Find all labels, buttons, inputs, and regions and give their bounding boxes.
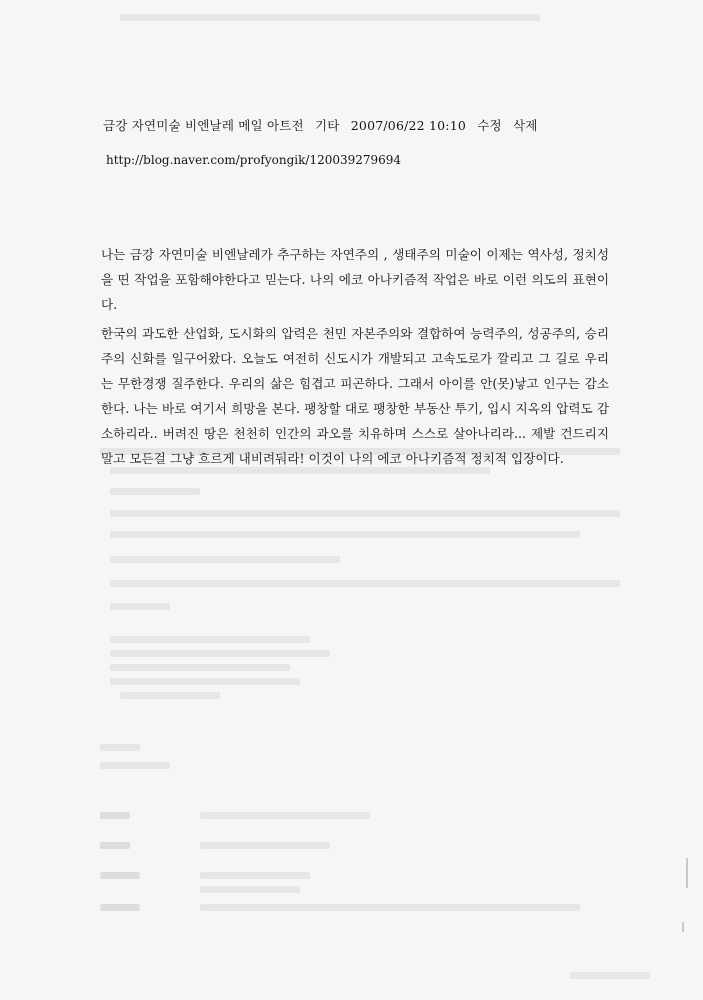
post-category: 기타: [315, 118, 340, 133]
body-paragraph-1: 나는 금강 자연미술 비엔날레가 추구하는 자연주의 , 생태주의 미술이 이제는 역사성, 정치성을 띤 작업을 포함해야한다고 믿는다. 나의 에코 아나키즘적 작업은 바로 이런 의도의 표현이다.: [101, 247, 609, 312]
body-paragraph-2: 한국의 과도한 산업화, 도시화의 압력은 천민 자본주의와 결합하여 능력주의, 성공주의, 승리주의 신화를 일구어왔다. 오늘도 여전히 신도시가 개발되고 고속도로가 깔리고 그 길로 우리는 무한경쟁 질주한다. 우리의 삶은 힘겹고 피곤하다. 그래서 아이를 안(못)낳고 인구는 감소한다. 나는 바로 여기서 희망을 본다. 팽창할 대로 팽창한 부동산 투기, 입시 지옥의 압력도 감소하리라.. 버려진 땅은 천천히 인간의 과오를 치유하며 스스로 살아나리라... 제발 건드리지말고 모든걸 그냥 흐르게 내비려둬라! 이것이 나의 에코 아나키즘적 정치적 입장이다.: [101, 326, 609, 466]
delete-link: 삭제: [512, 118, 538, 133]
post-header: [103, 116, 545, 134]
edit-link: 수정: [477, 118, 502, 133]
post-datetime: 2007/06/22 10:10: [350, 118, 467, 133]
post-url: http://blog.naver.com/profyongik/120039279694: [106, 153, 402, 167]
post-title: 금강 자연미술 비엔날레 메일 아트전: [103, 118, 304, 133]
